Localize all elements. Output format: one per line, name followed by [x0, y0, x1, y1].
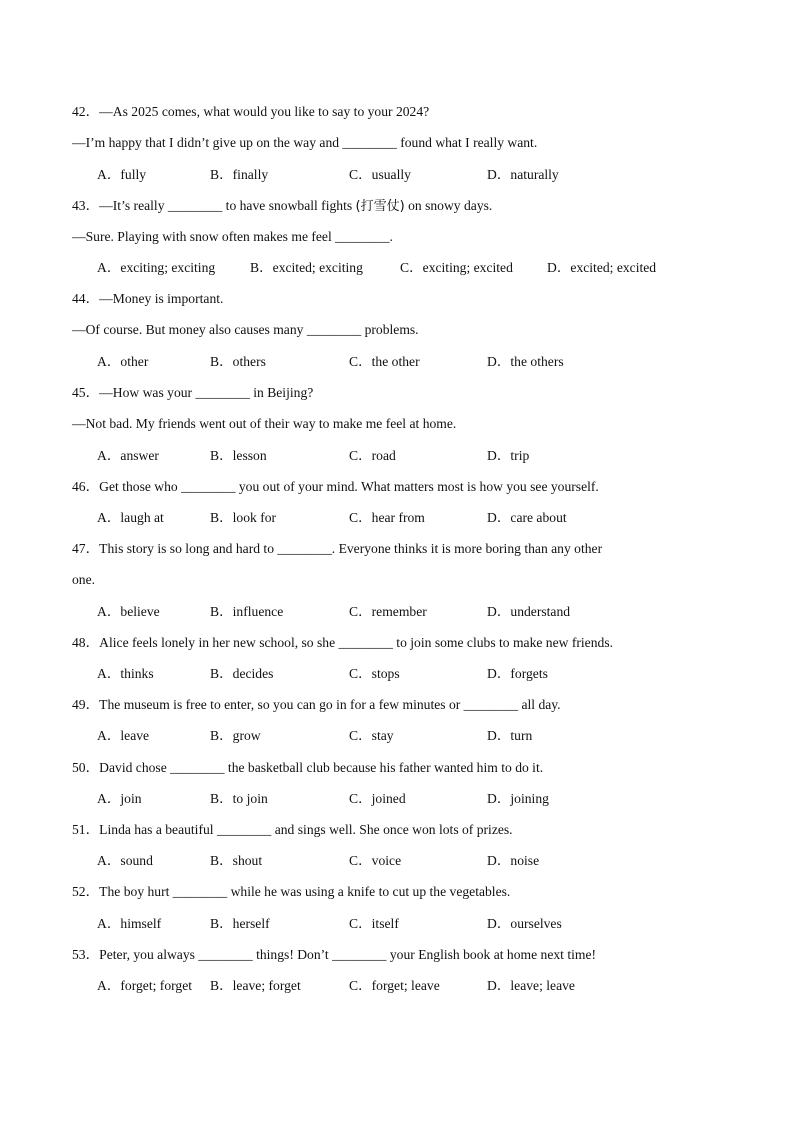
option-a: A．answer [97, 448, 159, 463]
question-43-stem [72, 197, 492, 216]
option-b: B．finally [210, 167, 269, 182]
option-d: D．ourselves [487, 916, 562, 931]
question-53-stem: 53．Peter, you always ________ things! Don’t ________ your English book at home next time! [72, 947, 597, 962]
option-c: C．itself [349, 916, 399, 931]
option-c: C．forget; leave [349, 978, 440, 993]
option-a: A．believe [97, 604, 160, 619]
option-c: C．road [349, 448, 396, 463]
question-51-stem: 51．Linda has a beautiful ________ and sings well. She once won lots of prizes. [72, 822, 513, 837]
option-c: C．exciting; excited [400, 260, 513, 275]
option-b: B．herself [210, 916, 270, 931]
question-49-stem: 49．The museum is free to enter, so you can go in for a few minutes or ________ all day. [72, 697, 561, 712]
question-46-stem: 46．Get those who ________ you out of your mind. What matters most is how you see yourself. [72, 479, 599, 494]
question-44-reply: —Of course. But money also causes many ________ problems. [72, 322, 419, 337]
option-c: C．remember [349, 604, 427, 619]
option-d: D．turn [487, 728, 533, 743]
question-47-stem-continued: one. [72, 572, 96, 587]
question-43-stem-part1: 43．—It’s really ________ to have snowball fights [72, 198, 356, 213]
option-a: A．forget; forget [97, 978, 193, 993]
option-a: A．thinks [97, 666, 154, 681]
question-42-stem: 42．—As 2025 comes, what would you like to say to your 2024? [72, 104, 430, 119]
option-c: C．joined [349, 791, 406, 806]
question-43-gloss: (打雪仗) [355, 199, 405, 214]
option-a: A．laugh at [97, 510, 164, 525]
option-c: C．voice [349, 853, 402, 868]
option-c: C．the other [349, 354, 420, 369]
option-b: B．to join [210, 791, 268, 806]
option-c: C．usually [349, 167, 411, 182]
option-c: C．stops [349, 666, 400, 681]
question-43-stem-part2: on snowy days. [404, 198, 493, 213]
question-42-reply: —I’m happy that I didn’t give up on the way and ________ found what I really want. [72, 135, 538, 150]
option-d: D．understand [487, 604, 571, 619]
option-d: D．care about [487, 510, 567, 525]
option-a: A．fully [97, 167, 147, 182]
option-b: B．grow [210, 728, 261, 743]
question-47-stem: 47．This story is so long and hard to ________. Everyone thinks it is more boring than any other [72, 541, 603, 556]
option-d: D．leave; leave [487, 978, 575, 993]
option-a: A．exciting; exciting [97, 260, 216, 275]
option-c: C．hear from [349, 510, 425, 525]
option-b: B．leave; forget [210, 978, 301, 993]
option-b: B．decides [210, 666, 274, 681]
option-b: B．excited; exciting [250, 260, 363, 275]
option-d: D．the others [487, 354, 564, 369]
question-52-stem: 52．The boy hurt ________ while he was using a knife to cut up the vegetables. [72, 884, 511, 899]
option-b: B．influence [210, 604, 284, 619]
option-a: A．sound [97, 853, 153, 868]
option-d: D．joining [487, 791, 549, 806]
option-d: D．forgets [487, 666, 548, 681]
question-48-stem: 48．Alice feels lonely in her new school, so she ________ to join some clubs to make new friends. [72, 635, 614, 650]
question-45-reply: —Not bad. My friends went out of their way to make me feel at home. [72, 416, 457, 431]
option-b: B．look for [210, 510, 277, 525]
question-50-stem: 50．David chose ________ the basketball club because his father wanted him to do it. [72, 760, 544, 775]
option-b: B．lesson [210, 448, 267, 463]
option-b: B．shout [210, 853, 263, 868]
option-d: D．naturally [487, 167, 559, 182]
option-a: A．join [97, 791, 142, 806]
option-d: D．excited; excited [547, 260, 657, 275]
option-d: D．trip [487, 448, 530, 463]
option-a: A．himself [97, 916, 162, 931]
question-43-reply: —Sure. Playing with snow often makes me feel ________. [72, 229, 393, 244]
option-a: A．other [97, 354, 149, 369]
question-44-stem: 44．—Money is important. [72, 291, 224, 306]
option-c: C．stay [349, 728, 394, 743]
option-d: D．noise [487, 853, 540, 868]
option-a: A．leave [97, 728, 150, 743]
option-b: B．others [210, 354, 266, 369]
question-45-stem: 45．—How was your ________ in Beijing? [72, 385, 314, 400]
